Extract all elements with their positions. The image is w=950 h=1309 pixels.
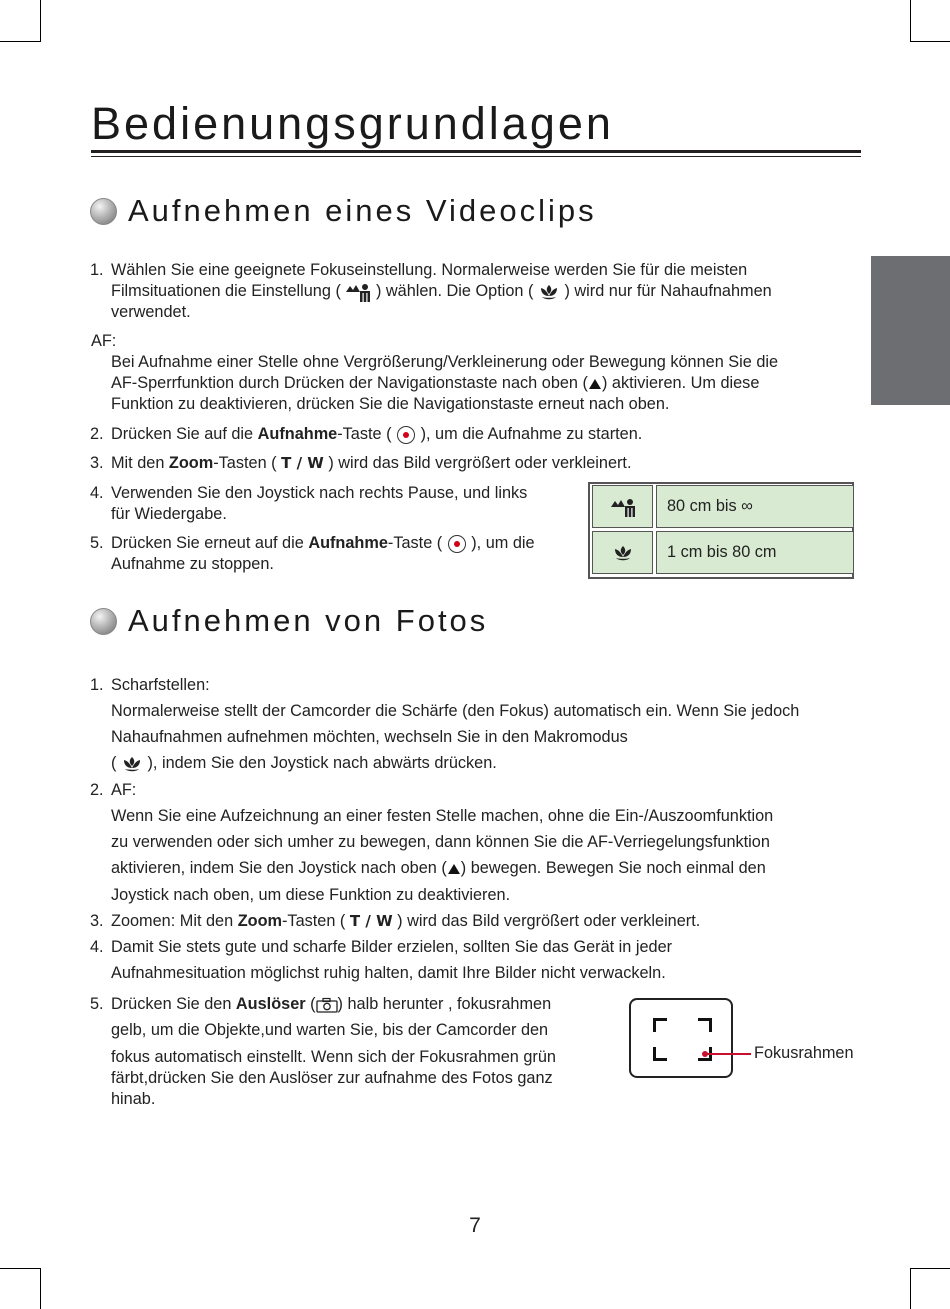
focus-frame-illustration (629, 998, 733, 1078)
focus-range-table (588, 482, 854, 579)
landscape-portrait-icon (610, 497, 636, 517)
text-run: ( (305, 995, 316, 1013)
text-run: Drücken Sie auf die (111, 425, 258, 443)
text-run: ), um die (471, 534, 535, 552)
zoom-slash: / (360, 912, 377, 930)
table-row (592, 531, 850, 574)
list-number: 1. (90, 676, 104, 694)
text-run: Mit den (111, 454, 169, 472)
up-arrow-icon (447, 863, 461, 875)
list-item-text: Damit Sie stets gute und scharfe Bilder erzielen, sollten Sie das Gerät in jeder (111, 938, 673, 956)
macro-flower-icon (121, 754, 143, 774)
text-run: ) aktivieren. Um diese (601, 374, 760, 392)
macro-flower-icon (612, 543, 634, 563)
crop-mark (40, 1268, 41, 1309)
text-run: -Taste ( (337, 425, 392, 443)
section-title: Aufnehmen eines Videoclips (128, 193, 597, 228)
tele-icon: T (281, 454, 292, 472)
text-run: -Tasten ( (282, 912, 346, 930)
text-run: Drücken Sie erneut auf die (111, 534, 309, 552)
page-number: 7 (469, 1214, 481, 1237)
text-run: Drücken Sie den (111, 995, 236, 1013)
text-run: aktivieren, indem Sie den Joystick nach oben ( (111, 859, 447, 877)
paragraph-text: Funktion zu deaktivieren, drücken Sie die Navigationstaste erneut nach oben. (111, 395, 670, 413)
table-cell (592, 485, 653, 528)
list-item-text (111, 911, 700, 932)
af-label: AF: (91, 332, 117, 350)
list-item-text: zu verwenden oder sich umher zu bewegen, dann können Sie die AF-Verriegelungsfunktion (111, 833, 770, 851)
list-number: 2. (90, 781, 104, 799)
title-rule (91, 150, 861, 153)
text-run: Filmsituationen die Einstellung ( (111, 282, 341, 300)
text-run: ) halb herunter , fokusrahmen (337, 995, 552, 1013)
list-item-text: Verwenden Sie den Joystick nach rechts Pause, und links (111, 484, 528, 502)
list-item-text: Nahaufnahmen aufnehmen möchten, wechseln Sie in den Makromodus (111, 728, 628, 746)
list-item-label: Scharfstellen: (111, 676, 210, 694)
text-run: AF-Sperrfunktion durch Drücken der Navigationstaste nach oben ( (111, 374, 588, 392)
bold-term: Auslöser (235, 995, 306, 1013)
title-rule-thin (91, 156, 861, 157)
text-run: ) bewegen. Bewegen Sie noch einmal den (460, 859, 766, 877)
list-number: 1. (90, 261, 104, 279)
list-item-text (111, 994, 551, 1015)
table-cell: 1 cm bis 80 cm (656, 531, 854, 574)
table-cell: 80 cm bis ∞ (656, 485, 854, 528)
paragraph-text (111, 373, 759, 394)
list-number: 4. (90, 484, 104, 502)
list-number: 5. (90, 995, 104, 1013)
list-number: 5. (90, 534, 104, 552)
list-item-text: verwendet. (111, 303, 191, 321)
table-cell (592, 531, 653, 574)
text-run: ) wählen. Die Option ( (375, 282, 534, 300)
table-row (592, 485, 850, 528)
text-run: ) wird das Bild vergrößert oder verkleinert. (397, 912, 701, 930)
zoom-slash: / (291, 454, 308, 472)
macro-flower-icon (538, 282, 560, 302)
focus-corner (653, 1047, 667, 1061)
list-number: 4. (90, 938, 104, 956)
list-item-text (111, 453, 631, 474)
leader-line (705, 1053, 751, 1055)
camera-icon (316, 997, 338, 1013)
crop-mark (910, 1268, 911, 1309)
wide-icon: W (376, 912, 393, 930)
record-button-icon (448, 535, 466, 553)
list-item-text: hinab. (111, 1090, 156, 1108)
list-item-text: Normalerweise stellt der Camcorder die Schärfe (den Fokus) automatisch ein. Wenn Sie jedoch (111, 702, 800, 720)
crop-mark (40, 0, 41, 41)
text-run: ), um die Aufnahme zu starten. (420, 425, 643, 443)
list-item-text: Wählen Sie eine geeignete Fokuseinstellung. Normalerweise werden Sie für die meisten (111, 261, 748, 279)
list-item-text (111, 424, 642, 445)
list-number: 3. (90, 912, 104, 930)
up-arrow-icon (588, 378, 602, 390)
side-tab (871, 256, 950, 405)
wide-icon: W (307, 454, 324, 472)
text-run: ( (111, 754, 117, 772)
text-run: ) wird nur für Nahaufnahmen (564, 282, 772, 300)
bold-term: Zoom (237, 912, 283, 930)
list-number: 3. (90, 454, 104, 472)
bold-term: Aufnahme (308, 534, 388, 552)
text-run: Zoomen: Mit den (111, 912, 238, 930)
page-title: Bedienungsgrundlagen (91, 98, 614, 149)
list-item-text: fokus automatisch einstellt. Wenn sich der Fokusrahmen grün (111, 1048, 556, 1066)
crop-mark (0, 41, 41, 42)
text-run: -Taste ( (387, 534, 443, 552)
record-button-icon (397, 426, 415, 444)
list-item-text: färbt,drücken Sie den Auslöser zur aufnahme des Fotos ganz (111, 1069, 553, 1087)
crop-mark (910, 1268, 950, 1269)
section-bullet-icon (90, 198, 117, 225)
list-item-text: Joystick nach oben, um diese Funktion zu deaktivieren. (111, 886, 511, 904)
section-heading-photo (90, 601, 488, 641)
tele-icon: T (349, 912, 361, 930)
list-item-text: Aufnahme zu stoppen. (111, 555, 274, 573)
section-bullet-icon (90, 608, 117, 635)
text-run: ), indem Sie den Joystick nach abwärts drücken. (147, 754, 497, 772)
list-item-text (111, 281, 772, 302)
section-heading-video (90, 191, 597, 231)
list-number: 2. (90, 425, 104, 443)
list-item-text: für Wiedergabe. (111, 505, 227, 523)
list-item-label: AF: (111, 781, 137, 799)
bold-term: Zoom (168, 454, 214, 472)
landscape-portrait-icon (345, 282, 371, 302)
list-item-text (111, 858, 766, 879)
bold-term: Aufnahme (257, 425, 338, 443)
section-title: Aufnehmen von Fotos (128, 603, 489, 638)
list-item-text: Wenn Sie eine Aufzeichnung an einer festen Stelle machen, ohne die Ein-/Auszoomfunktion (111, 807, 774, 825)
list-item-text: Aufnahmesituation möglichst ruhig halten, damit Ihre Bilder nicht verwackeln. (111, 964, 666, 982)
focus-corner (698, 1018, 712, 1032)
list-item-text: gelb, um die Objekte,und warten Sie, bis der Camcorder den (111, 1021, 549, 1039)
crop-mark (910, 0, 911, 41)
crop-mark (910, 41, 950, 42)
list-item-text (111, 533, 535, 554)
text-run: -Tasten ( (213, 454, 277, 472)
crop-mark (0, 1268, 41, 1269)
text-run: ) wird das Bild vergrößert oder verkleinert. (328, 454, 632, 472)
list-item-text (111, 753, 497, 774)
paragraph-text: Bei Aufnahme einer Stelle ohne Vergrößerung/Verkleinerung oder Bewegung können Sie die (111, 353, 779, 371)
focus-frame-label: Fokusrahmen (754, 1044, 854, 1062)
focus-corner (653, 1018, 667, 1032)
